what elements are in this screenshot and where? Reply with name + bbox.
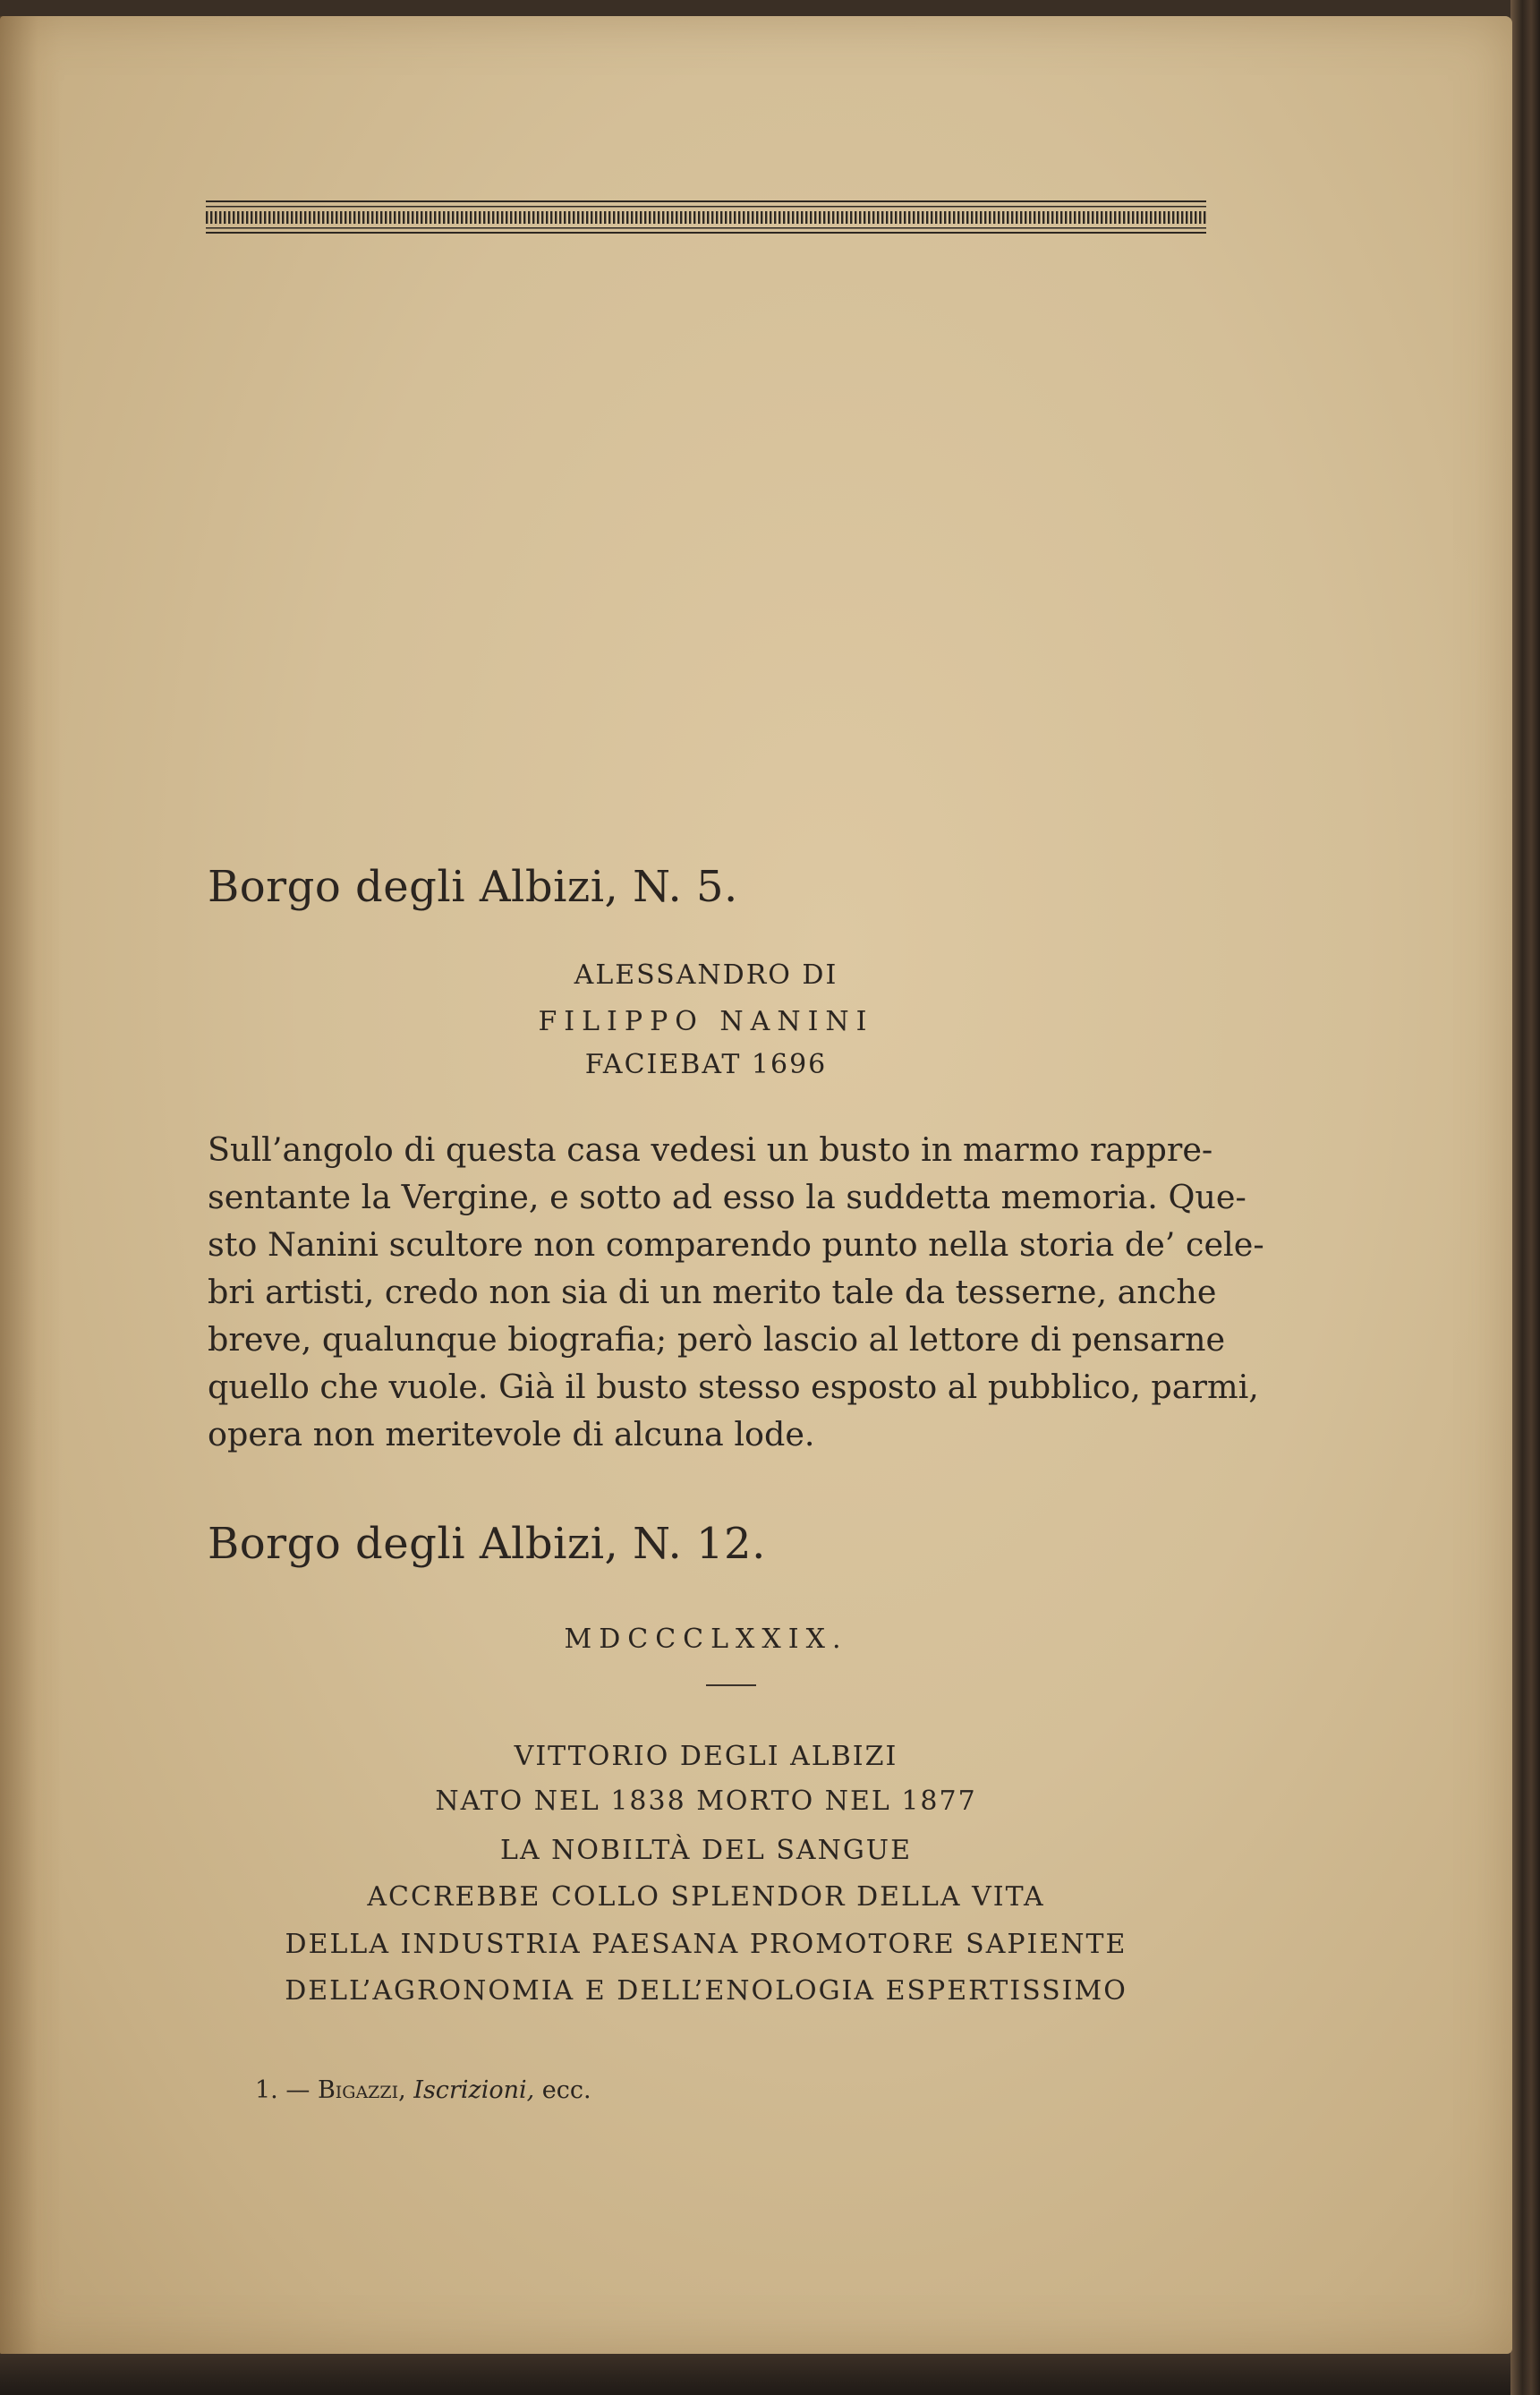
footnote — [255, 2076, 591, 2104]
paragraph-line: bri artisti, credo non sia di un merito tale da tesserne, anche — [208, 1273, 1217, 1311]
paragraph-line: sentante la Vergine, e sotto ad esso la suddetta memoria. Que- — [208, 1178, 1246, 1216]
footnote-number: 1. — — [255, 2076, 311, 2104]
inscription-1-line-3: FACIEBAT 1696 — [584, 1049, 828, 1080]
commentary-paragraph — [208, 1126, 1264, 1458]
footnote-title: Iscrizioni, — [413, 2076, 535, 2104]
inscription-2-line-4: ACCREBBE COLLO SPLENDOR DELLA VITA — [367, 1881, 1045, 1913]
inscription-divider — [706, 1684, 756, 1686]
section-heading-albizi-12: Borgo degli Albizi, N. 12. — [208, 1519, 766, 1569]
inscription-2-line-6: DELL’AGRONOMIA E DELL’ENOLOGIA ESPERTISSIMO — [285, 1975, 1127, 2007]
inscription-1-line-2: FILIPPO NANINI — [538, 1006, 874, 1037]
decorative-header-rule — [206, 199, 1206, 252]
inscription-2-line-3: LA NOBILTÀ DEL SANGUE — [500, 1835, 912, 1866]
paragraph-line: quello che vuole. Già il busto stesso esposto al pubblico, parmi, — [208, 1368, 1259, 1406]
footnote-rest: ecc. — [541, 2076, 591, 2104]
inscription-2-date: MDCCCLXXIX. — [564, 1624, 848, 1655]
inscription-1-line-1: ALESSANDRO DI — [574, 959, 838, 991]
book-bottom-edge — [0, 2352, 1540, 2395]
footnote-author: Bigazzi, — [317, 2076, 406, 2104]
page-gutter-shadow — [0, 16, 63, 2354]
paragraph-line: sto Nanini scultore non comparendo punto nella storia de’ cele- — [208, 1225, 1264, 1264]
inscription-2-line-1: VITTORIO DEGLI ALBIZI — [514, 1741, 898, 1772]
inscription-2-line-5: DELLA INDUSTRIA PAESANA PROMOTORE SAPIENTE — [285, 1929, 1127, 1960]
section-heading-albizi-5: Borgo degli Albizi, N. 5. — [208, 862, 738, 912]
paragraph-line: Sull’angolo di questa casa vedesi un busto in marmo rappre- — [208, 1130, 1213, 1169]
book-spine-edge — [1510, 0, 1540, 2395]
inscription-2-line-2: NATO NEL 1838 MORTO NEL 1877 — [435, 1786, 977, 1817]
paragraph-line: breve, qualunque biografia; però lascio al lettore di pensarne — [208, 1320, 1226, 1359]
paragraph-line: opera non meritevole di alcuna lode. — [208, 1415, 815, 1453]
